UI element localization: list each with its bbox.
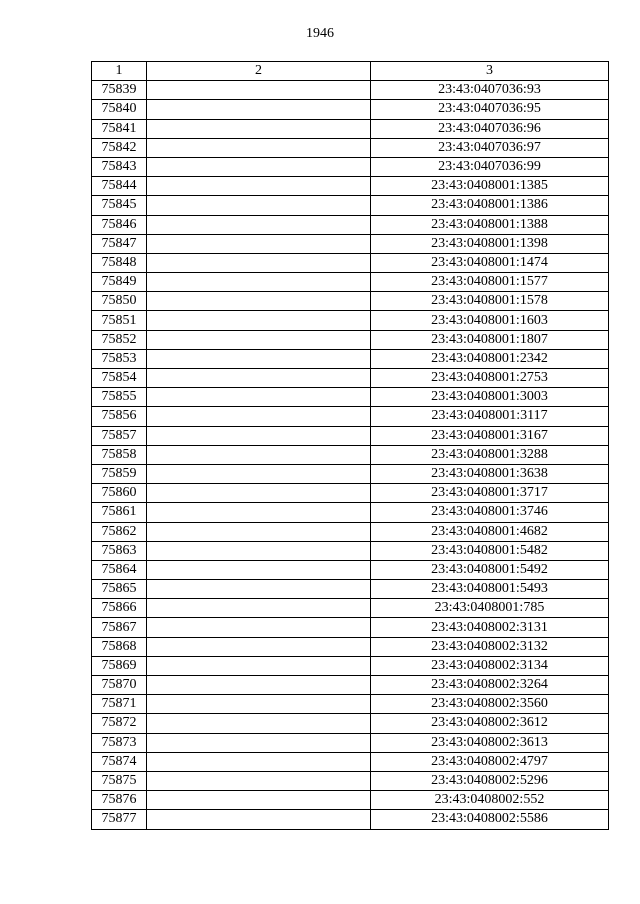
name-cell <box>147 714 371 733</box>
table-row <box>92 676 609 695</box>
row-number-cell: 75840 <box>92 100 147 119</box>
name-cell <box>147 100 371 119</box>
cadastral-number-cell: 23:43:0407036:95 <box>371 100 609 119</box>
name-cell <box>147 407 371 426</box>
cadastral-number-cell: 23:43:0408001:3167 <box>371 426 609 445</box>
table-row <box>92 292 609 311</box>
row-number-cell: 75873 <box>92 733 147 752</box>
name-cell <box>147 733 371 752</box>
row-number-cell: 75871 <box>92 695 147 714</box>
cadastral-number-cell: 23:43:0408001:5482 <box>371 541 609 560</box>
cadastral-number-cell: 23:43:0408001:3288 <box>371 445 609 464</box>
row-number-cell: 75851 <box>92 311 147 330</box>
name-cell <box>147 311 371 330</box>
row-number-cell: 75857 <box>92 426 147 445</box>
table-row <box>92 464 609 483</box>
row-number-cell: 75849 <box>92 273 147 292</box>
table-row <box>92 771 609 790</box>
name-cell <box>147 522 371 541</box>
table-row <box>92 560 609 579</box>
row-number-cell: 75844 <box>92 177 147 196</box>
table-row <box>92 177 609 196</box>
row-number-cell: 75870 <box>92 676 147 695</box>
cadastral-number-cell: 23:43:0408001:3117 <box>371 407 609 426</box>
table-row <box>92 522 609 541</box>
cadastral-number-cell: 23:43:0408001:785 <box>371 599 609 618</box>
page-number: 1946 <box>306 26 334 41</box>
name-cell <box>147 676 371 695</box>
cadastral-number-cell: 23:43:0408002:3613 <box>371 733 609 752</box>
name-cell <box>147 292 371 311</box>
cadastral-number-cell: 23:43:0408001:5492 <box>371 560 609 579</box>
cadastral-number-cell: 23:43:0408001:3717 <box>371 484 609 503</box>
row-number-cell: 75865 <box>92 580 147 599</box>
table-row <box>92 637 609 656</box>
name-cell <box>147 752 371 771</box>
row-number-cell: 75848 <box>92 253 147 272</box>
table-row <box>92 791 609 810</box>
table-row <box>92 215 609 234</box>
table-body <box>92 62 609 830</box>
name-cell <box>147 253 371 272</box>
name-cell <box>147 138 371 157</box>
cadastral-number-cell: 23:43:0408001:1578 <box>371 292 609 311</box>
cadastral-number-cell: 23:43:0408001:2342 <box>371 349 609 368</box>
name-cell <box>147 369 371 388</box>
name-cell <box>147 695 371 714</box>
name-cell <box>147 618 371 637</box>
table-row <box>92 369 609 388</box>
table-row <box>92 311 609 330</box>
name-cell <box>147 791 371 810</box>
row-number-cell: 75872 <box>92 714 147 733</box>
name-cell <box>147 215 371 234</box>
table-row <box>92 541 609 560</box>
name-cell <box>147 771 371 790</box>
name-cell <box>147 560 371 579</box>
row-number-cell: 75859 <box>92 464 147 483</box>
table-row <box>92 752 609 771</box>
row-number-cell: 75847 <box>92 234 147 253</box>
table-row <box>92 330 609 349</box>
name-cell <box>147 464 371 483</box>
name-cell <box>147 157 371 176</box>
registry-table <box>91 61 609 830</box>
name-cell <box>147 177 371 196</box>
cadastral-number-cell: 23:43:0408001:1474 <box>371 253 609 272</box>
row-number-cell: 75860 <box>92 484 147 503</box>
name-cell <box>147 656 371 675</box>
table-row <box>92 733 609 752</box>
table-row <box>92 119 609 138</box>
row-number-cell: 75858 <box>92 445 147 464</box>
row-number-cell: 75863 <box>92 541 147 560</box>
row-number-cell: 75874 <box>92 752 147 771</box>
name-cell <box>147 445 371 464</box>
row-number-cell: 75845 <box>92 196 147 215</box>
cadastral-number-cell: 23:43:0408001:4682 <box>371 522 609 541</box>
cadastral-number-cell: 23:43:0408002:3134 <box>371 656 609 675</box>
cadastral-number-cell: 23:43:0408001:3638 <box>371 464 609 483</box>
table-row <box>92 349 609 368</box>
table-header-row <box>92 62 609 81</box>
table-row <box>92 599 609 618</box>
name-cell <box>147 349 371 368</box>
row-number-cell: 75843 <box>92 157 147 176</box>
table-row <box>92 695 609 714</box>
cadastral-number-cell: 23:43:0408002:3132 <box>371 637 609 656</box>
cadastral-number-cell: 23:43:0408002:3612 <box>371 714 609 733</box>
cadastral-number-cell: 23:43:0408001:3746 <box>371 503 609 522</box>
name-cell <box>147 599 371 618</box>
cadastral-number-cell: 23:43:0408001:1603 <box>371 311 609 330</box>
row-number-cell: 75842 <box>92 138 147 157</box>
cadastral-number-cell: 23:43:0408002:5296 <box>371 771 609 790</box>
table-row <box>92 656 609 675</box>
row-number-cell: 75867 <box>92 618 147 637</box>
table-row <box>92 253 609 272</box>
name-cell <box>147 273 371 292</box>
row-number-cell: 75877 <box>92 810 147 829</box>
column-header-3: 3 <box>371 62 609 81</box>
name-cell <box>147 580 371 599</box>
row-number-cell: 75862 <box>92 522 147 541</box>
table-row <box>92 484 609 503</box>
table-row <box>92 100 609 119</box>
column-header-1: 1 <box>92 62 147 81</box>
row-number-cell: 75854 <box>92 369 147 388</box>
table-row <box>92 157 609 176</box>
row-number-cell: 75855 <box>92 388 147 407</box>
row-number-cell: 75839 <box>92 81 147 100</box>
cadastral-number-cell: 23:43:0407036:97 <box>371 138 609 157</box>
name-cell <box>147 503 371 522</box>
row-number-cell: 75856 <box>92 407 147 426</box>
table-row <box>92 810 609 829</box>
row-number-cell: 75876 <box>92 791 147 810</box>
cadastral-number-cell: 23:43:0408002:3131 <box>371 618 609 637</box>
name-cell <box>147 637 371 656</box>
cadastral-number-cell: 23:43:0408002:4797 <box>371 752 609 771</box>
column-header-2: 2 <box>147 62 371 81</box>
table-row <box>92 426 609 445</box>
cadastral-number-cell: 23:43:0408001:3003 <box>371 388 609 407</box>
row-number-cell: 75850 <box>92 292 147 311</box>
name-cell <box>147 119 371 138</box>
cadastral-number-cell: 23:43:0408002:552 <box>371 791 609 810</box>
table-row <box>92 714 609 733</box>
row-number-cell: 75869 <box>92 656 147 675</box>
table-row <box>92 196 609 215</box>
cadastral-number-cell: 23:43:0407036:96 <box>371 119 609 138</box>
row-number-cell: 75853 <box>92 349 147 368</box>
name-cell <box>147 541 371 560</box>
name-cell <box>147 330 371 349</box>
name-cell <box>147 810 371 829</box>
row-number-cell: 75846 <box>92 215 147 234</box>
cadastral-number-cell: 23:43:0408002:5586 <box>371 810 609 829</box>
cadastral-number-cell: 23:43:0408001:1577 <box>371 273 609 292</box>
cadastral-number-cell: 23:43:0408001:5493 <box>371 580 609 599</box>
table-row <box>92 234 609 253</box>
row-number-cell: 75841 <box>92 119 147 138</box>
name-cell <box>147 484 371 503</box>
row-number-cell: 75875 <box>92 771 147 790</box>
row-number-cell: 75852 <box>92 330 147 349</box>
row-number-cell: 75861 <box>92 503 147 522</box>
name-cell <box>147 234 371 253</box>
cadastral-number-cell: 23:43:0408002:3560 <box>371 695 609 714</box>
name-cell <box>147 388 371 407</box>
cadastral-number-cell: 23:43:0408001:1398 <box>371 234 609 253</box>
table-row <box>92 445 609 464</box>
table-row <box>92 580 609 599</box>
cadastral-number-cell: 23:43:0407036:93 <box>371 81 609 100</box>
table-row <box>92 138 609 157</box>
cadastral-number-cell: 23:43:0408002:3264 <box>371 676 609 695</box>
row-number-cell: 75868 <box>92 637 147 656</box>
table-row <box>92 503 609 522</box>
row-number-cell: 75864 <box>92 560 147 579</box>
name-cell <box>147 196 371 215</box>
table-row <box>92 273 609 292</box>
name-cell <box>147 81 371 100</box>
cadastral-number-cell: 23:43:0408001:1388 <box>371 215 609 234</box>
cadastral-number-cell: 23:43:0407036:99 <box>371 157 609 176</box>
name-cell <box>147 426 371 445</box>
row-number-cell: 75866 <box>92 599 147 618</box>
table-row <box>92 407 609 426</box>
cadastral-number-cell: 23:43:0408001:2753 <box>371 369 609 388</box>
table-row <box>92 81 609 100</box>
table-row <box>92 618 609 637</box>
cadastral-number-cell: 23:43:0408001:1385 <box>371 177 609 196</box>
cadastral-number-cell: 23:43:0408001:1807 <box>371 330 609 349</box>
cadastral-number-cell: 23:43:0408001:1386 <box>371 196 609 215</box>
table-row <box>92 388 609 407</box>
